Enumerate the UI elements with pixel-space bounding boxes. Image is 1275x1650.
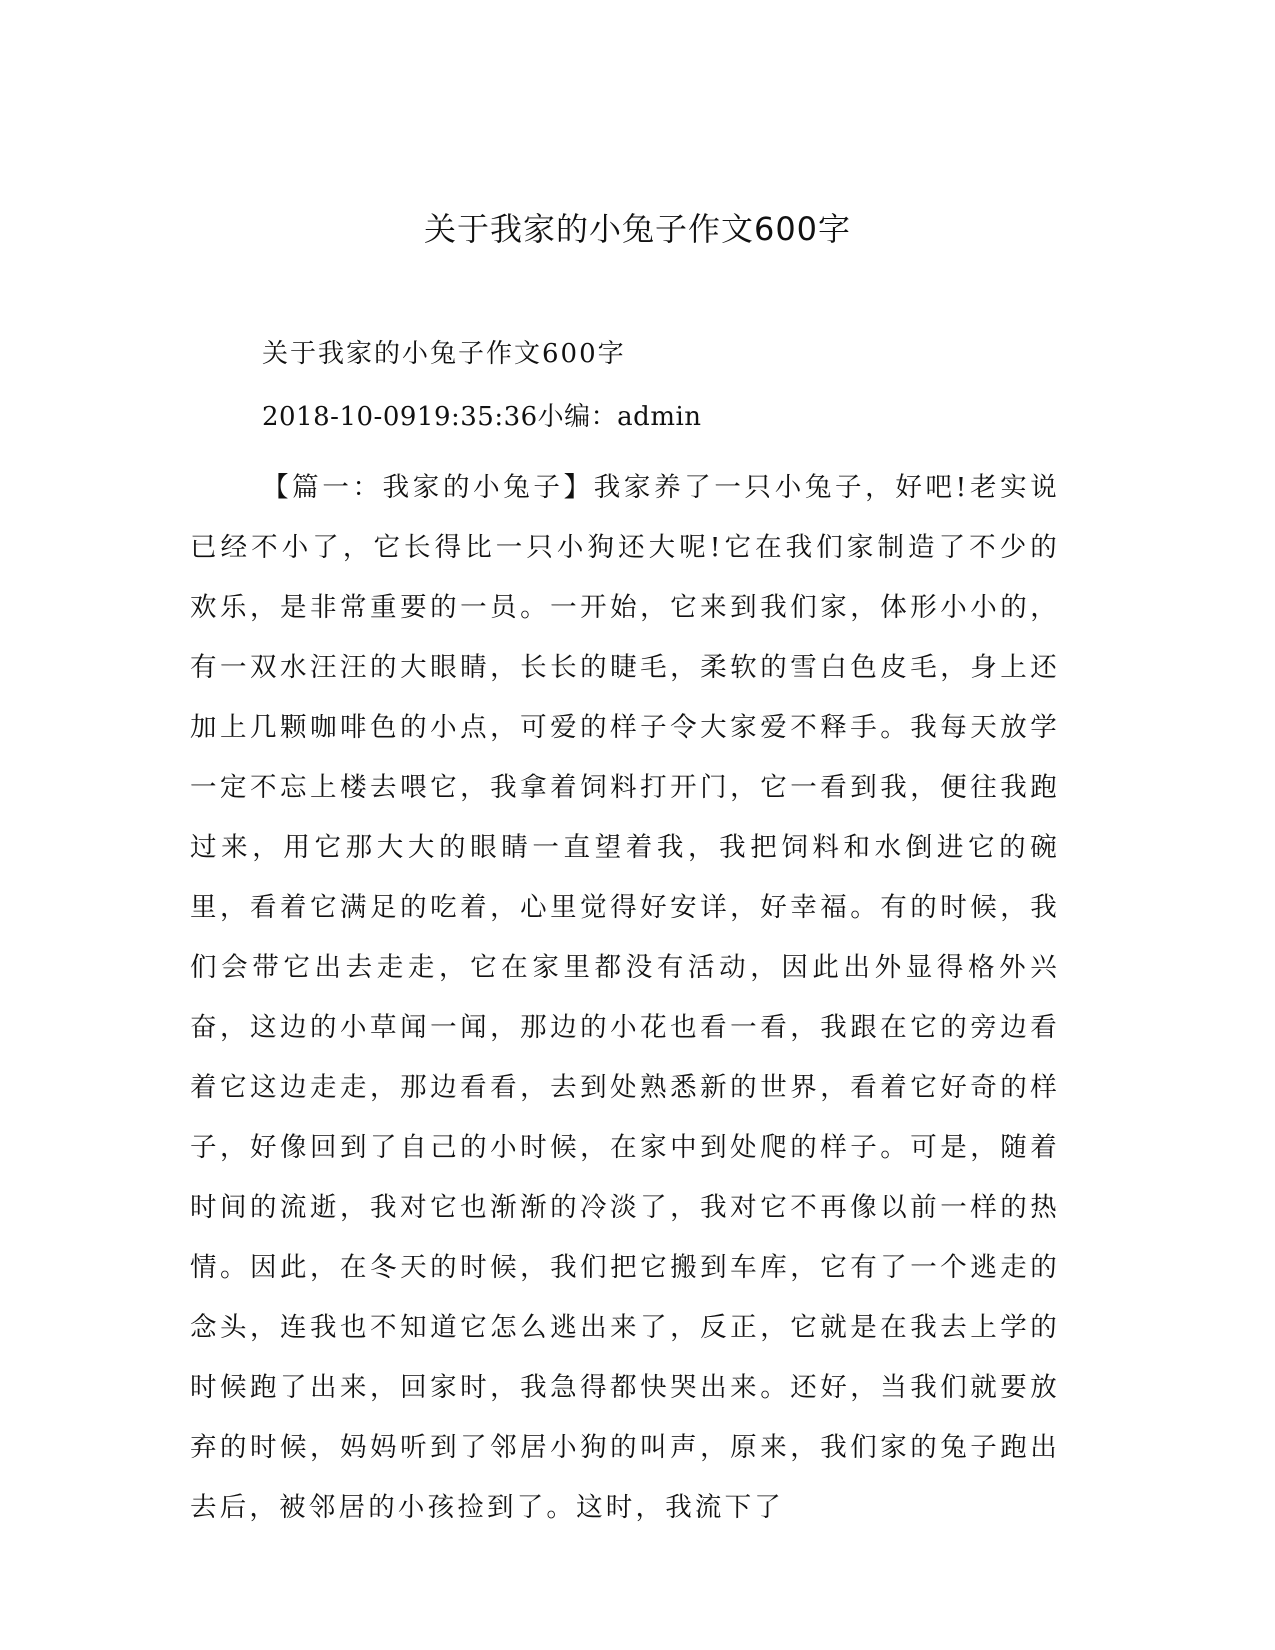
page-title: 关于我家的小兔子作文600字 [423,210,852,248]
date-editor-line: 2018-10-0919:35:36小编：admin [262,402,702,432]
essay-paragraph: 【篇一：我家的小兔子】我家养了一只小兔子，好吧!老实说已经不小了，它长得比一只小狗还大呢!它在我们家制造了不少的欢乐，是非常重要的一员。一开始，它来到我们家，体形小小的，有一双水汪汪的大眼睛，长长的睫毛，柔软的雪白色皮毛，身上还加上几颗咖啡色的小点，可爱的样子令大家爱不释手。我每天放学一定不忘上楼去喂它，我拿着饲料打开门，它一看到我，便往我跑过来，用它那大大的眼睛一直望着我，我把饲料和水倒进它的碗里，看着它满足的吃着，心里觉得好安详，好幸福。有的时候，我们会带它出去走走，它在家里都没有活动，因此出外显得格外兴奋，这边的小草闻一闻，那边的小花也看一看，我跟在它的旁边看着它这边走走，那边看看，去到处熟悉新的世界，看着它好奇的样子，好像回到了自己的小时候，在家中到处爬的样子。可是，随着时间的流逝，我对它也渐渐的冷淡了，我对它不再像以前一样的热情。因此，在冬天的时候，我们把它搬到车库，它有了一个逃走的念头，连我也不知道它怎么逃出来了，反正，它就是在我去上学的时候跑了出来，回家时，我急得都快哭出来。还好，当我们就要放弃的时候，妈妈听到了邻居小狗的叫声，原来，我们家的兔子跑出去后，被邻居的小孩捡到了。这时，我流下了 [190,472,1060,1523]
article-subtitle: 关于我家的小兔子作文600字 [262,339,626,369]
